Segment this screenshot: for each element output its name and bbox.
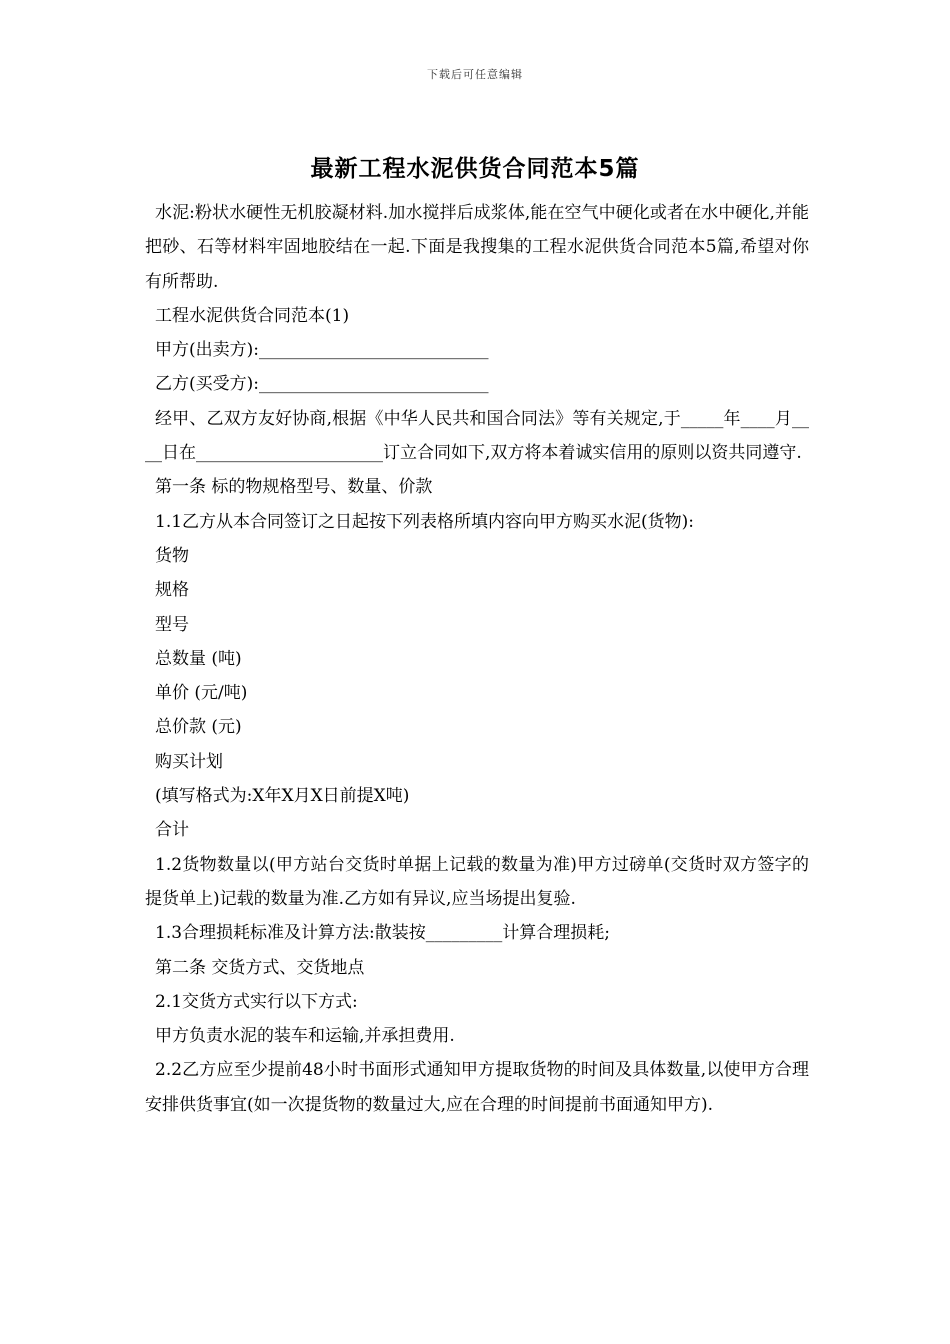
table-field-quantity: 总数量 (吨) xyxy=(155,648,242,669)
paragraph-party-b: 乙方(买受方):___________________________ xyxy=(155,374,489,395)
paragraph-clause-1-1: 1.1乙方从本合同签订之日起按下列表格所填内容向甲方购买水泥(货物): xyxy=(155,511,695,532)
paragraph-party-a: 甲方(出卖方):___________________________ xyxy=(155,340,489,361)
document-body xyxy=(145,196,809,1122)
table-field-purchase-plan: 购买计划 xyxy=(155,751,223,772)
table-field-format-note: (填写格式为:X年X月X日前提X吨) xyxy=(155,786,410,807)
paragraph-agreement: 经甲、乙双方友好协商,根据《中华人民共和国合同法》等有关规定,于_____年____月____日在______________________订立合同如下,双方将本着诚实信用的原则以资共同遵守. xyxy=(145,408,809,464)
paragraph-clause-2-2: 2.2乙方应至少提前48小时书面形式通知甲方提取货物的时间及具体数量,以使甲方合理安排供货事宜(如一次提货物的数量过大,应在合理的时间提前书面通知甲方). xyxy=(145,1060,809,1115)
paragraph-clause-2-1: 2.1交货方式实行以下方式: xyxy=(155,991,358,1012)
header-note: 下载后可任意编辑 xyxy=(427,68,523,81)
table-field-unit-price: 单价 (元/吨) xyxy=(155,683,248,704)
table-field-total: 合计 xyxy=(155,820,189,841)
table-field-spec: 规格 xyxy=(155,580,189,601)
document-title: 最新工程水泥供货合同范本5篇 xyxy=(310,156,640,182)
paragraph-clause-1-2: 1.2货物数量以(甲方站台交货时单据上记载的数量为准)甲方过磅单(交货时双方签字的提货单上)记载的数量为准.乙方如有异议,应当场提出复验. xyxy=(145,854,809,909)
paragraph-delivery-method: 甲方负责水泥的装车和运输,并承担费用. xyxy=(155,1026,455,1047)
table-field-total-price: 总价款 (元) xyxy=(155,717,242,738)
paragraph-intro: 水泥:粉状水硬性无机胶凝材料.加水搅拌后成浆体,能在空气中硬化或者在水中硬化,并能把砂、石等材料牢固地胶结在一起.下面是我搜集的工程水泥供货合同范本5篇,希望对你有所帮助. xyxy=(145,203,809,292)
table-field-model: 型号 xyxy=(155,614,189,635)
paragraph-clause-1-3: 1.3合理损耗标准及计算方法:散装按_________计算合理损耗; xyxy=(155,923,610,944)
paragraph-article-2: 第二条 交货方式、交货地点 xyxy=(155,957,365,978)
paragraph-article-1: 第一条 标的物规格型号、数量、价款 xyxy=(155,477,433,498)
table-field-goods: 货物 xyxy=(155,545,189,566)
paragraph-contract-heading: 工程水泥供货合同范本(1) xyxy=(155,305,350,326)
